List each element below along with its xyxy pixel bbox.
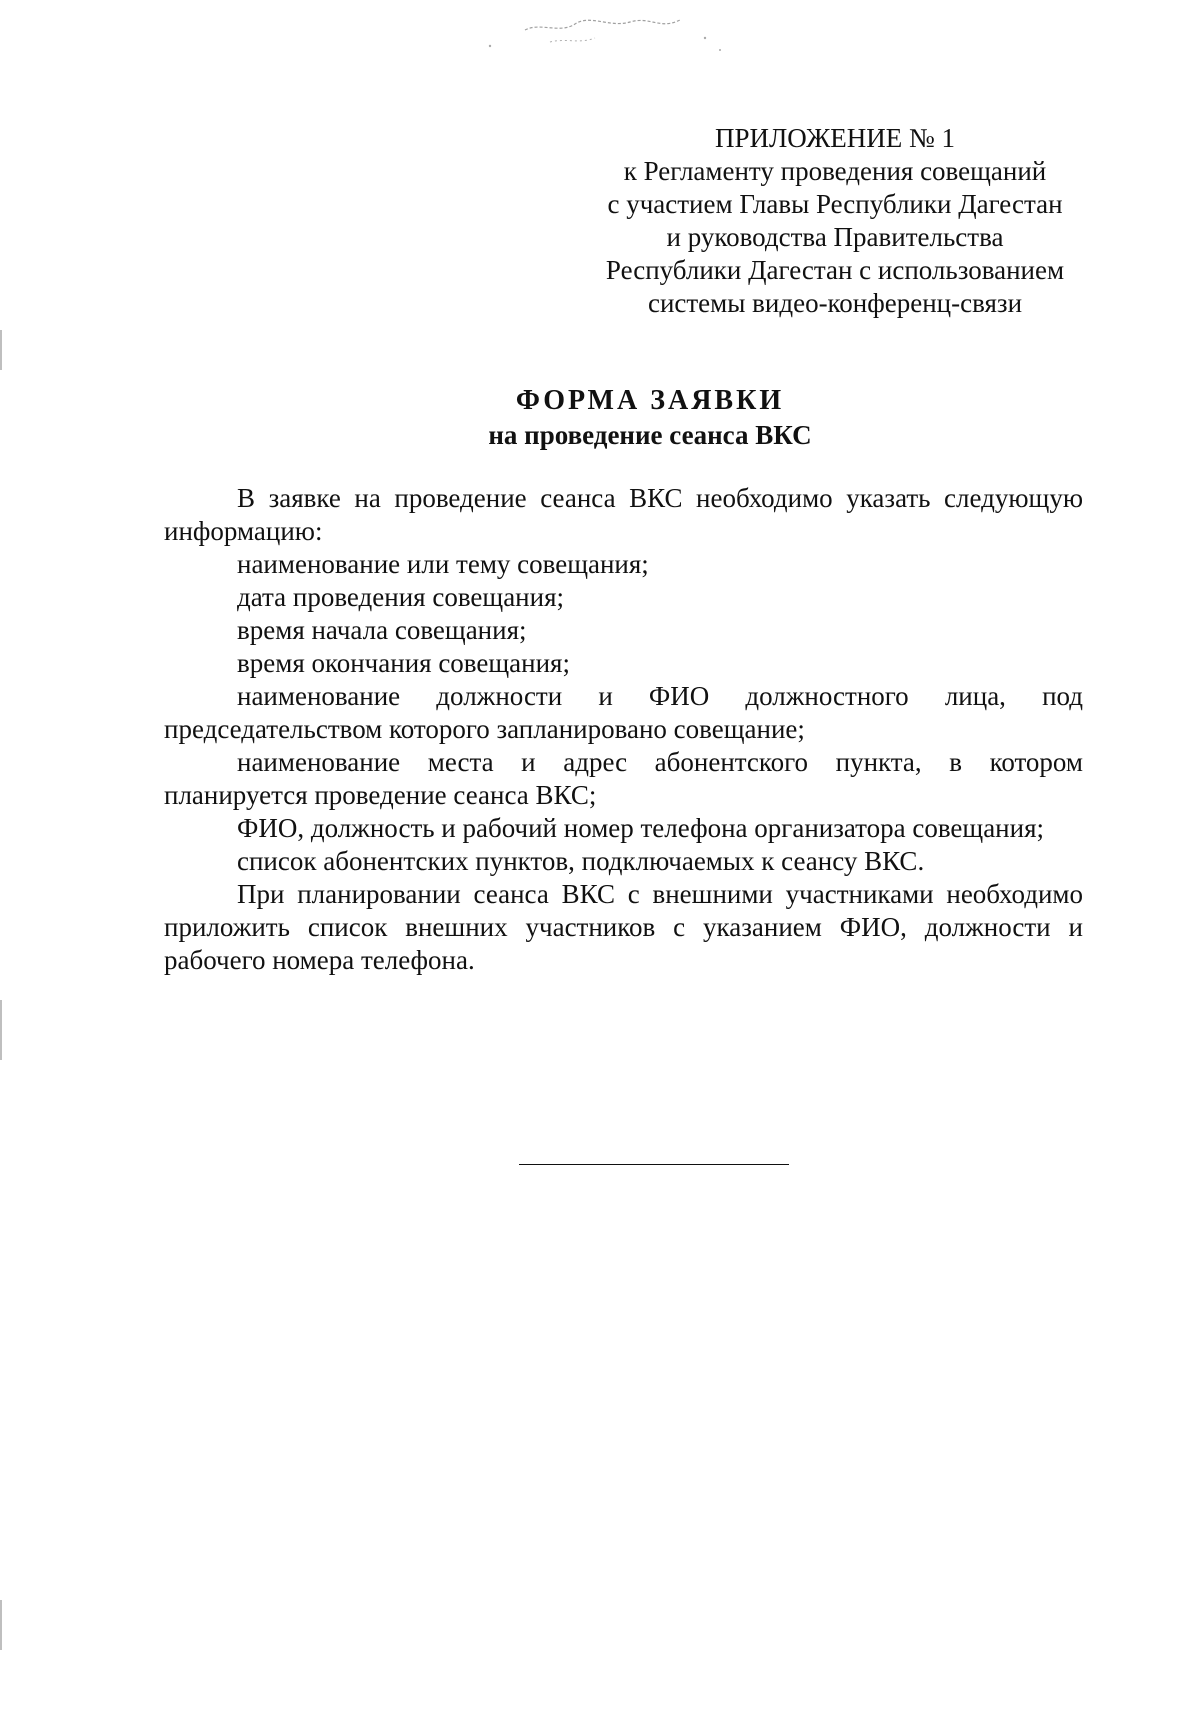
scan-edge-mark <box>0 1600 2 1650</box>
scan-edge-mark <box>0 330 2 370</box>
form-subtitle: на проведение сеанса ВКС <box>488 420 812 450</box>
document-body <box>164 482 1083 977</box>
annex-reference-line: и руководства Правительства <box>666 222 1004 252</box>
list-item: время начала совещания; <box>237 615 527 645</box>
list-item: наименование места и адрес абонентского пункта, в котором планируется проведение сеанса ВКС; <box>164 747 1083 810</box>
annex-reference-line: системы видео-конференц-связи <box>647 288 1023 318</box>
annex-number: ПРИЛОЖЕНИЕ № 1 <box>714 123 956 153</box>
end-separator-line <box>519 1164 789 1165</box>
scan-edge-mark <box>0 1000 2 1060</box>
scan-noise-mark <box>470 8 750 58</box>
list-item: дата проведения совещания; <box>237 582 564 612</box>
annex-header <box>560 122 1110 320</box>
list-item: время окончания совещания; <box>237 648 570 678</box>
annex-reference-line: с участием Главы Республики Дагестан <box>607 189 1063 219</box>
list-item: наименование должности и ФИО должностного лица, под председательством которого запланировано совещание; <box>164 681 1083 744</box>
closing-paragraph: При планировании сеанса ВКС с внешними участниками необходимо приложить список внешних участников с указанием ФИО, должности и рабочего номера телефона. <box>164 879 1083 975</box>
list-item: ФИО, должность и рабочий номер телефона организатора совещания; <box>237 813 1044 843</box>
annex-reference-line: Республики Дагестан с использованием <box>605 255 1065 285</box>
list-item: список абонентских пунктов, подключаемых к сеансу ВКС. <box>237 846 925 876</box>
annex-reference-line: к Регламенту проведения совещаний <box>623 156 1047 186</box>
list-item: наименование или тему совещания; <box>237 549 649 579</box>
intro-paragraph: В заявке на проведение сеанса ВКС необходимо указать следующую информацию: <box>164 483 1083 546</box>
form-title: ФОРМА ЗАЯВКИ <box>515 385 785 416</box>
